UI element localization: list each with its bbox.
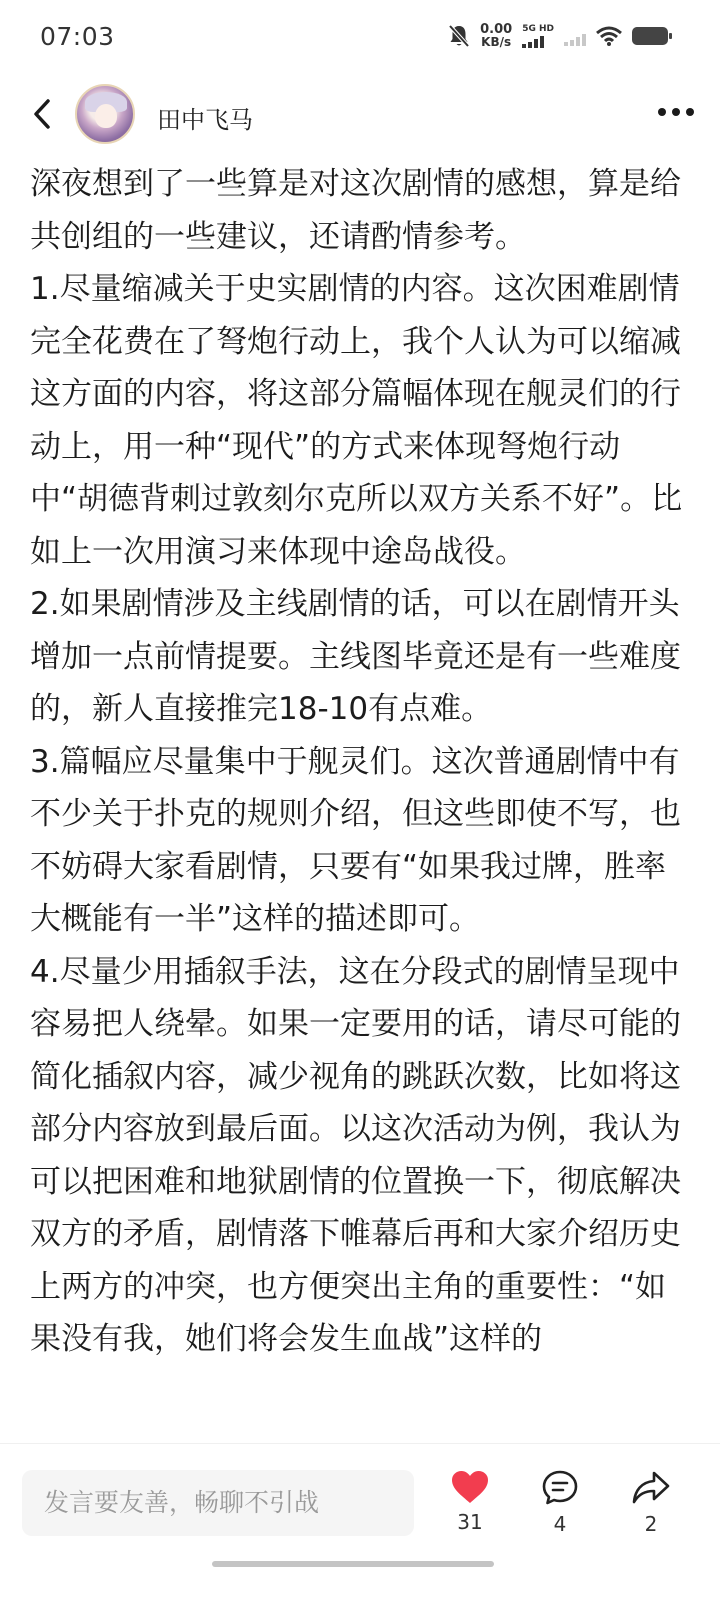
- net-speed: [480, 24, 512, 48]
- share-icon: [632, 1470, 670, 1506]
- username[interactable]: 田中飞马: [157, 106, 253, 134]
- status-time: 07:03: [40, 22, 115, 51]
- comment-input[interactable]: 发言要友善，畅聊不引战: [22, 1470, 414, 1536]
- post-content: [30, 158, 690, 1443]
- home-indicator[interactable]: [212, 1561, 494, 1567]
- share-count: 2: [644, 1512, 658, 1536]
- wifi-icon: [596, 26, 622, 46]
- network-type: [522, 25, 554, 48]
- avatar[interactable]: [75, 84, 135, 144]
- net-speed-unit: KB/s: [481, 35, 512, 49]
- post-paragraph: 深夜想到了一些算是对这次剧情的感想，算是给共创组的一些建议，还请酌情参考。: [30, 166, 681, 255]
- status-bar: [0, 0, 720, 76]
- like-count: 31: [457, 1510, 483, 1534]
- more-icon[interactable]: [658, 108, 694, 116]
- comment-button[interactable]: [530, 1470, 590, 1536]
- comment-count: 4: [553, 1512, 567, 1536]
- signal-icon: [522, 36, 544, 48]
- post-paragraph: 3.篇幅应尽量集中于舰灵们。这次普通剧情中有不少关于扑克的规则介绍，但这些即使不写，也不妨碍大家看剧情，只要有“如果我过牌，胜率大概能有一半”这样的描述即可。: [30, 743, 681, 937]
- post-paragraph: 4.尽量少用插叙手法，这在分段式的剧情呈现中容易把人绕晕。如果一定要用的话，请尽可能的简化插叙内容，减少视角的跳跃次数，比如将这部分内容放到最后面。以这次活动为例，我认为可以把困难和地狱剧情的位置换一下，彻底解决双方的矛盾，剧情落下帷幕后再和大家介绍历史上两方的冲突，也方便突出主角的重要性：“如果没有我，她们将会发生血战”这样的: [30, 953, 681, 1357]
- signal-2-icon: [564, 34, 586, 46]
- share-button[interactable]: [621, 1470, 681, 1536]
- network-type-hd: HD: [538, 23, 554, 34]
- network-type-5g: 5G: [522, 23, 536, 34]
- heart-icon: [451, 1470, 489, 1504]
- bottom-bar: [0, 1443, 720, 1601]
- like-button[interactable]: [440, 1470, 500, 1534]
- battery-icon: [632, 27, 668, 45]
- post-header: [0, 82, 720, 148]
- comment-icon: [542, 1470, 578, 1506]
- bell-off-icon: [448, 24, 470, 48]
- post-paragraph: 2.如果剧情涉及主线剧情的话，可以在剧情开头增加一点前情提要。主线图毕竟还是有一些难度的，新人直接推完18-10有点难。: [30, 586, 681, 727]
- status-icons: [448, 24, 668, 48]
- post-paragraph: 1.尽量缩减关于史实剧情的内容。这次困难剧情完全花费在了弩炮行动上，我个人认为可以缩减这方面的内容，将这部分篇幅体现在舰灵们的行动上，用一种“现代”的方式来体现弩炮行动中“胡德背刺过敦刻尔克所以双方关系不好”。比如上一次用演习来体现中途岛战役。: [30, 271, 683, 570]
- back-arrow-icon[interactable]: [28, 96, 58, 132]
- net-speed-value: 0.00: [480, 22, 513, 37]
